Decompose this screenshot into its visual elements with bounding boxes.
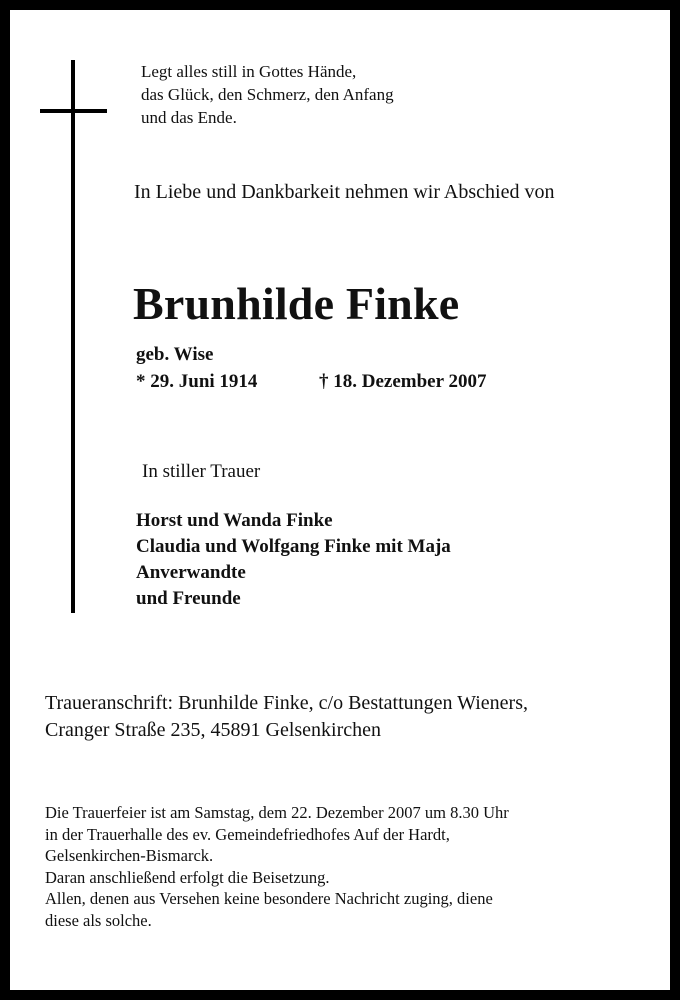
mourners-list: [136, 508, 451, 612]
address-line: Traueranschrift: Brunhilde Finke, c/o Bestattungen Wieners,: [45, 692, 528, 714]
mourning-address: [45, 690, 528, 744]
cross-icon-bar: [40, 109, 107, 113]
verse: [141, 60, 394, 129]
death-date: † 18. Dezember 2007: [319, 371, 487, 392]
details-line: in der Trauerhalle des ev. Gemeindefriedhofes Auf der Hardt,: [45, 824, 450, 844]
deceased-name: Brunhilde Finke: [133, 278, 460, 329]
details-line: Daran anschließend erfolgt die Beisetzung.: [45, 867, 330, 887]
mourner: Anverwandte: [136, 562, 246, 583]
details-line: Gelsenkirchen-Bismarck.: [45, 846, 214, 865]
details-line: diese als solche.: [45, 910, 152, 930]
mourning-label: In stiller Trauer: [142, 461, 261, 482]
funeral-details: [45, 802, 509, 931]
cross-icon: [71, 60, 75, 613]
mourner: Claudia und Wolfgang Finke mit Maja: [136, 536, 451, 557]
born-name: geb. Wise: [136, 344, 214, 365]
mourner: Horst und Wanda Finke: [136, 510, 333, 531]
intro-text: In Liebe und Dankbarkeit nehmen wir Abschied von: [134, 181, 555, 203]
address-line: Cranger Straße 235, 45891 Gelsenkirchen: [45, 719, 382, 741]
details-line: Allen, denen aus Versehen keine besondere Nachricht zuging, diene: [45, 889, 493, 908]
mourner: und Freunde: [136, 588, 241, 609]
life-dates: [136, 371, 487, 393]
verse-line: Legt alles still in Gottes Hände,: [141, 62, 357, 81]
verse-line: das Glück, den Schmerz, den Anfang: [141, 85, 394, 104]
verse-line: und das Ende.: [141, 108, 237, 127]
birth-date: * 29. Juni 1914: [136, 371, 258, 392]
details-line: Die Trauerfeier ist am Samstag, dem 22. Dezember 2007 um 8.30 Uhr: [45, 803, 509, 822]
